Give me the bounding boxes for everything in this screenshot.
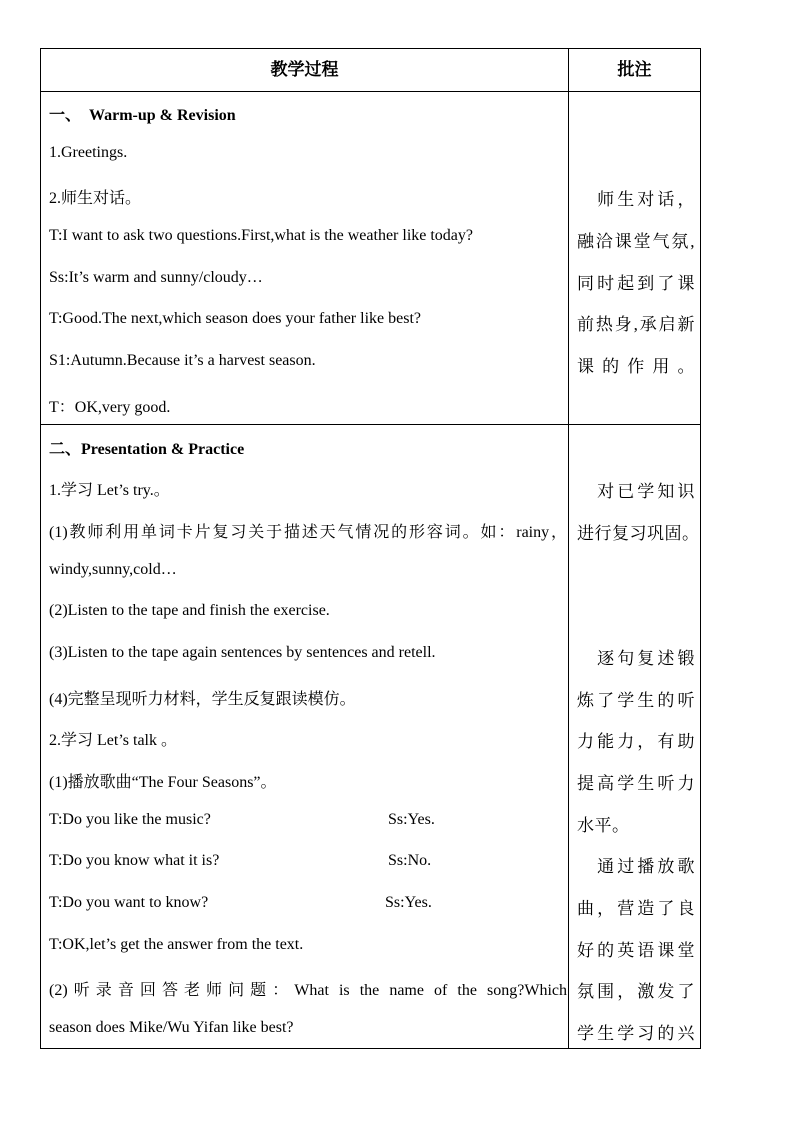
note-line: 进行复习巩固。 <box>577 524 700 543</box>
section2-line: 1.学习 Let’s try.。 <box>49 482 170 499</box>
student-line: Ss:No. <box>388 852 432 869</box>
section2-line: 2.学习 Let’s talk 。 <box>49 732 177 749</box>
note-line: 力能力，有助 <box>577 732 695 751</box>
note-line: 对已学知识 <box>577 482 695 501</box>
section2-line: (1)教师利用单词卡片复习关于描述天气情况的形容词。如：rainy， <box>49 524 567 541</box>
lesson-table <box>40 48 701 1049</box>
section1-line: T：OK,very good. <box>49 399 171 416</box>
section2-line: (2)Listen to the tape and finish the exercise. <box>49 602 330 619</box>
note-line: 炼了学生的听 <box>577 691 695 710</box>
student-line: Ss:Yes. <box>385 894 432 911</box>
teacher-line: T:Do you like the music? <box>49 811 211 828</box>
note-line: 逐句复述锻 <box>577 649 695 668</box>
note-line: 课的作用。 <box>577 357 695 376</box>
section1-title: 一、 Warm-up & Revision <box>49 107 236 124</box>
note-line: 学生学习的兴 <box>577 1024 695 1043</box>
section1-line: T:I want to ask two questions.First,what is the weather like today? <box>49 227 474 244</box>
notes-header: 批注 <box>617 60 652 79</box>
section2-line: (4)完整呈现听力材料，学生反复跟读模仿。 <box>49 691 356 708</box>
note-line: 师生对话， <box>577 190 695 209</box>
section1-line: 1.Greetings. <box>49 144 128 161</box>
process-header: 教学过程 <box>270 60 339 79</box>
section1-line: S1:Autumn.Because it’s a harvest season. <box>49 352 316 369</box>
note-line: 曲，营造了良 <box>577 899 695 918</box>
section2-title: 二、Presentation & Practice <box>49 441 245 458</box>
section-divider <box>41 424 700 425</box>
note-line: 前热身,承启新 <box>577 315 695 334</box>
note-line: 好的英语课堂 <box>577 941 695 960</box>
section2-line: (2)听录音回答老师问题：What is the name of the song?Which <box>49 982 567 999</box>
section2-line: windy,sunny,cold… <box>49 561 177 578</box>
note-line: 提高学生听力 <box>577 774 695 793</box>
section2-line: (1)播放歌曲“The Four Seasons”。 <box>49 774 277 791</box>
teacher-line: T:Do you want to know? <box>49 894 209 911</box>
note-line: 水平。 <box>577 816 630 835</box>
section2-line: season does Mike/Wu Yifan like best? <box>49 1019 294 1036</box>
student-line: Ss:Yes. <box>388 811 435 828</box>
section2-line: T:OK,let’s get the answer from the text. <box>49 936 304 953</box>
note-line: 氛围，激发了 <box>577 982 695 1001</box>
section1-line: T:Good.The next,which season does your father like best? <box>49 310 421 327</box>
note-line: 同时起到了课 <box>577 274 695 293</box>
header-divider <box>41 91 700 92</box>
section1-line: 2.师生对话。 <box>49 190 142 207</box>
section1-line: Ss:It’s warm and sunny/cloudy… <box>49 269 263 286</box>
column-divider <box>568 49 569 1048</box>
note-line: 融洽课堂气氛, <box>577 232 695 251</box>
teacher-line: T:Do you know what it is? <box>49 852 220 869</box>
section2-line: (3)Listen to the tape again sentences by sentences and retell. <box>49 644 436 661</box>
note-line: 通过播放歌 <box>577 857 695 876</box>
